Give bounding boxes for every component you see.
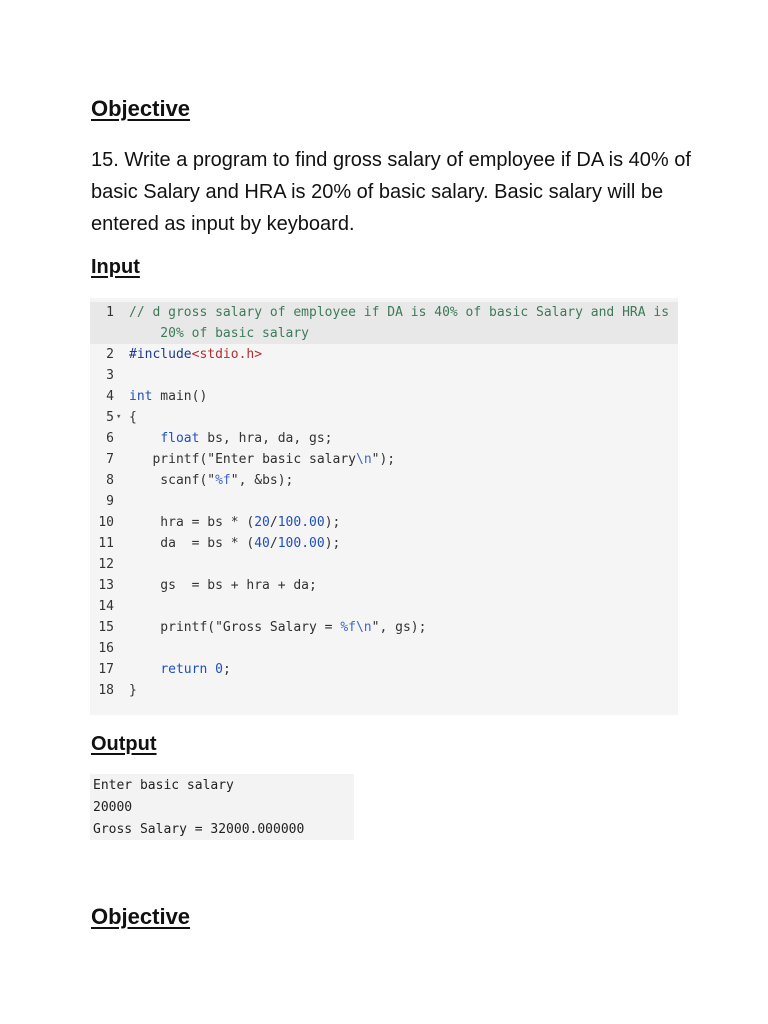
code-text: da = bs * (40/100.00);: [129, 536, 341, 551]
input-label: Input: [91, 256, 140, 278]
code-text: #include<stdio.h>: [129, 347, 263, 362]
output-line: 20000: [93, 800, 133, 815]
code-text: int main(): [129, 389, 208, 404]
code-text: // d gross salary of employee if DA is 40% of basic Salary and HRA is: [129, 305, 670, 320]
line-number: 8: [106, 473, 114, 488]
code-text: 20% of basic salary: [129, 326, 310, 341]
code-text: gs = bs + hra + da;: [129, 578, 317, 593]
question-text: 15. Write a program to find gross salary of employee if DA is 40% of basic Salary and HRA is 20% of basic salary. Basic salary will be entered as input by keyboard.: [91, 149, 691, 235]
line-number: 18: [98, 683, 114, 698]
line-number: 17: [98, 662, 114, 677]
code-text: printf("Enter basic salary\n");: [129, 452, 396, 467]
line-number: 15: [98, 620, 114, 635]
line-number: 16: [98, 641, 114, 656]
line-number: 10: [98, 515, 114, 530]
line-number: 4: [106, 389, 114, 404]
line-number: 9: [106, 494, 114, 509]
line-number: 3: [106, 368, 114, 383]
output-line: Gross Salary = 32000.000000: [93, 822, 305, 837]
line-number: 1: [106, 305, 114, 320]
fold-arrow-icon[interactable]: ▾: [116, 412, 122, 422]
line-number: 11: [98, 536, 114, 551]
line-number: 7: [106, 452, 114, 467]
output-line: Enter basic salary: [93, 778, 234, 793]
code-text: hra = bs * (20/100.00);: [129, 515, 341, 530]
line-number: 5: [106, 410, 114, 425]
line-number: 2: [106, 347, 114, 362]
section-heading-objective: Objective: [91, 96, 191, 121]
code-text: }: [129, 683, 137, 698]
code-text: float bs, hra, da, gs;: [160, 431, 333, 446]
line-number: 6: [106, 431, 114, 446]
console-output: [90, 774, 354, 840]
line-number: 14: [98, 599, 114, 614]
code-text: {: [129, 410, 137, 425]
code-text: printf("Gross Salary = %f\n", gs);: [129, 620, 427, 635]
code-editor: [90, 298, 678, 715]
section-heading-objective-2: Objective: [91, 904, 191, 929]
line-number: 12: [98, 557, 114, 572]
output-label: Output: [91, 733, 157, 755]
line-number: 13: [98, 578, 114, 593]
code-text: return 0;: [160, 662, 231, 677]
code-text: scanf("%f", &bs);: [129, 473, 294, 488]
